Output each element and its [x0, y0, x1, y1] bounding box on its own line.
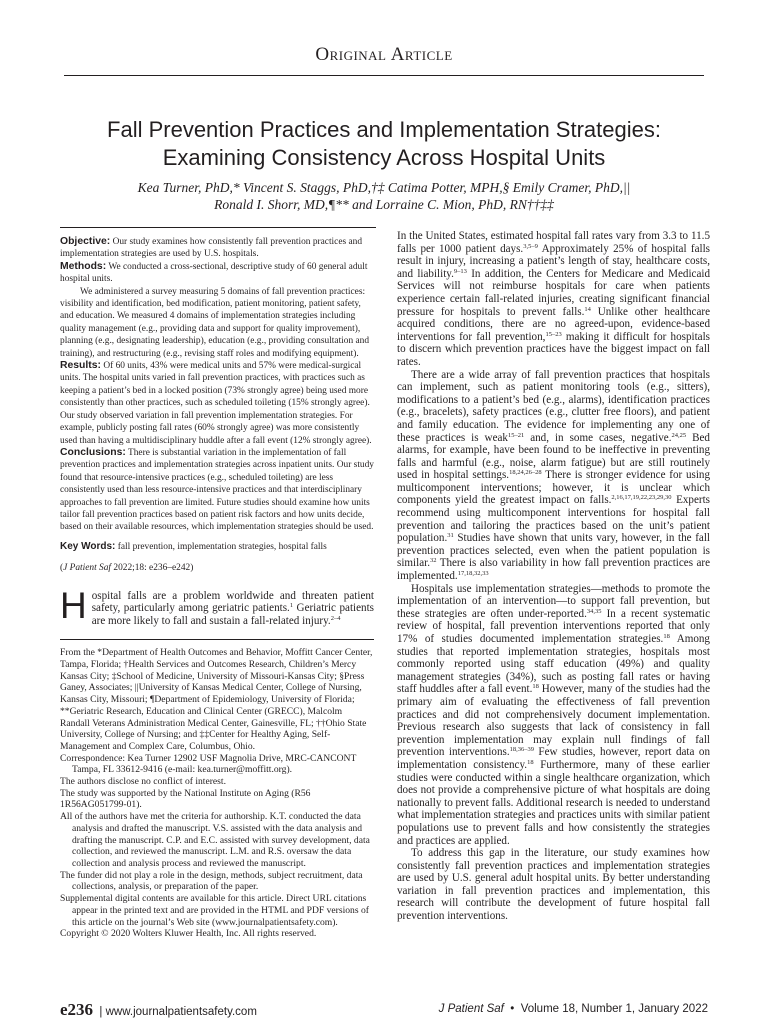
footer-bullet: • [510, 1003, 515, 1015]
body-paragraph-4: To address this gap in the literature, our study examines how consistently fall prevention practices and implementation strategies are used by U.S. general adult hospital units. By better understanding variation in fall prevention practices and implementation, this research will contribute the development of future hospital fall prevention interventions. [397, 847, 710, 923]
abstract-top-rule [60, 227, 376, 228]
title-line-1: Fall Prevention Practices and Implementation Strategies: [107, 117, 661, 142]
text-run: Unlike other healthcare acquired conditions, there are no agreed-upon, evidence-based interventions for fall prevention, [397, 305, 710, 343]
conclusions-label: Conclusions: [60, 446, 126, 458]
conflict-statement: The authors disclose no conflict of interest. [60, 776, 226, 788]
text-run: and, in some cases, negative. [524, 431, 672, 444]
text-run: Furthermore, many of these earlier studies were conducted within a single healthcare organization, which does not provide a comprehensive picture of what hospitals are doing nationally to prevent falls. Additional research is needed to understand what implementation strategies and practices units with similar patient populations use to prevent falls and how consistently the strategies and practices are applied. [397, 758, 711, 847]
header-rule [64, 75, 704, 76]
ref-sup: 1 [289, 602, 294, 610]
ref-sup: 9–13 [453, 267, 467, 275]
body-paragraph-3 [397, 583, 710, 847]
ref-sup: 15–21 [507, 431, 525, 439]
ref-sup: 17,18,32,33 [457, 570, 489, 578]
copyright: Copyright © 2020 Wolters Kluwer Health, Inc. All rights reserved. [60, 928, 317, 940]
methods-text-2: We administered a survey measuring 5 domains of fall prevention practices: visibility and identification, bed modification, patient monitoring, patient safety, and education. We measured 4 domains of implementation strategies including quality management (e.g., providing data and support for quality improvement), planning (e.g., designating leadership), education (e.g., providing consultation and training), and restructuring (e.g., revising staff roles and modifying equipment). [60, 286, 370, 359]
funder-role-statement: The funder did not play a role in the design, methods, subject recruitment, data collections, analysis, or preparation of the paper. [60, 869, 363, 893]
author-line-2: Ronald I. Shorr, MD,¶** and Lorraine C. Mion, PhD, RN††‡‡ [214, 197, 554, 212]
ref-sup: 2–4 [330, 614, 341, 622]
author-line-1: Kea Turner, PhD,* Vincent S. Staggs, PhD,†‡ Catima Potter, MPH,§ Emily Cramer, PhD,|| [137, 180, 631, 195]
authorship-statement: All of the authors have met the criteria for authorship. K.T. conducted the data analysis and drafted the manuscript. V.S. assisted with the data analysis and drafting the manuscript. C.P. and E.C. assisted with survey development, data collection, and reviewed the manuscript. L.M. and R.S. oversaw the data collection and analysis process and reviewed the manuscript. [60, 811, 370, 869]
citation: (J Patient Saf 2022;18: e236–e242) [60, 563, 194, 574]
footer-issue: Volume 18, Number 1, January 2022 [520, 1003, 708, 1015]
methods-label: Methods: [60, 260, 107, 272]
text-run: Among studies that reported implementation strategies, hospitals most commonly reported using staff education (49%) and quality management strategies (34%), such as posting fall rates or having staff huddles after a fall event. [397, 633, 710, 696]
objective-text: Our study examines how consistently fall prevention practices and implementation strategies are used by U.S. hospitals. [60, 237, 363, 260]
ref-sup: 34,35 [586, 607, 602, 615]
text-run: There is also variability in how fall prevention practices are implemented. [397, 557, 710, 583]
footer-left: e236 | www.journalpatientsafety.com [60, 1000, 257, 1019]
title-line-2: Examining Consistency Across Hospital Units [162, 145, 606, 170]
text-run: Few studies, however, report data on implementation consistency. [397, 746, 710, 771]
text-run: In addition, the Centers for Medicare and Medicaid Services will not reimburse hospitals for care when patients experience certain fall-related injuries, creating significant financial pressure for hospitals to prevent falls. [397, 267, 710, 318]
right-column [397, 230, 710, 923]
article-title [60, 116, 708, 172]
journal-website: www.journalpatientsafety.com [105, 1006, 257, 1018]
text-run: Approximately 25% of hospital falls result in injury, increasing a patient’s length of stay, healthcare costs, and liability. [397, 242, 710, 280]
affiliation-rule [60, 639, 374, 640]
ref-sup: 3,5–9 [523, 242, 538, 250]
ref-sup: 18 [527, 758, 534, 766]
text-run: Bed alarms, for example, have been found to be ineffective in preventing falls and harmful (e.g., noise, alarm fatigue) but are still routinely used in hospital settings. [397, 431, 710, 482]
citation-journal: J Patient Saf [63, 563, 112, 574]
body-paragraph-1 [397, 230, 710, 369]
keywords-text: fall prevention, implementation strategies, hospital falls [117, 541, 327, 552]
results-label: Results: [60, 360, 101, 372]
ref-sup: 32 [429, 557, 437, 565]
ref-sup: 31 [447, 532, 454, 540]
ref-sup: 18,24,26–28 [509, 469, 542, 477]
author-list [60, 179, 708, 213]
citation-details: 2022;18: e236–e242) [113, 563, 194, 574]
supplemental-statement: Supplemental digital contents are available for this article. Direct URL citations appear in the printed text and are provided in the HTML and PDF versions of this article on the journal’s Web site (www.journalpatientsafety.com). [60, 893, 369, 928]
results-text: Of 60 units, 43% were medical units and 57% were medical-surgical units. The hospital units varied in fall prevention practices, with practices such as keeping a patient’s bed in a locked position (73% strongly agree) being used more consistently than other practices, such as scheduled toileting (15% strongly agree). Our study observed variation in fall prevention implementation strategies. For example, publicly posting fall rates (60% strongly agree) was more consistently used than having a multidisciplinary huddle after a fall event (12% strongly agree). [60, 361, 372, 446]
ref-sup: 2,16,17,19,22,23,29,30 [611, 494, 672, 502]
footer-journal: J Patient Saf [438, 1003, 504, 1015]
ref-sup: 15–23 [545, 330, 562, 338]
body-paragraph-2 [397, 369, 710, 583]
text-run: Studies have shown that units vary, however, in the fall prevention practices selected, even when the patient population is similar. [397, 532, 710, 570]
objective-label: Objective: [60, 236, 111, 247]
text-run: In a recent systematic review of hospital, fall prevention interventions reported that only 17% of studies documented implementation strategies. [397, 607, 710, 645]
text-run: making it difficult for hospitals to discern which prevention practices have the biggest impact on fall rates. [397, 330, 710, 368]
ref-sup: 14 [584, 305, 591, 313]
affiliations [60, 647, 374, 940]
text-run: There is stronger evidence for using multicomponent interventions; however, it is unclear which components yield the greatest impact on falls. [397, 469, 710, 507]
left-column [60, 236, 374, 940]
keywords-label: Key Words: [60, 540, 116, 552]
funding-statement: The study was supported by the National Institute on Aging (R56 1R56AG051799-01). [60, 787, 311, 811]
conclusions-text: There is substantial variation in the implementation of fall prevention practices and implementation strategies across inpatient units. Our study found that resource-intensive practices (e.g., scheduled toileting) are less consistently used than less resource-intensive practices and that interdisciplinary approaches to fall prevention are limited. Future studies should examine how units tailor fall prevention practices based on patient risk factors and how units decide, based on their available resources, which implementation strategies should be used. [60, 447, 374, 533]
intro-text-a: ospital falls are a problem worldwide and threaten patient safety, particularly among geriatric patients. [91, 589, 374, 615]
drop-cap: H [60, 584, 87, 626]
section-label: Original Article [315, 44, 453, 65]
abstract [60, 236, 374, 534]
methods-text: We conducted a cross-sectional, descriptive study of 60 general adult hospital units. [60, 261, 368, 285]
footer-right [436, 1003, 708, 1015]
text-run: There are a wide array of fall prevention practices that hospitals can implement, such as patient monitoring tools (e.g., sitters), modifications to a patient’s bed (e.g., alarms), identification practices (e.g., bracelets), safety practices (e.g., clutter free floors), and patient and family education. The evidence for implementing any one of these practices is weak [397, 368, 710, 444]
page-number: e236 [60, 1000, 94, 1019]
ref-sup: 18,36–39 [509, 746, 534, 754]
text-run: In the United States, estimated hospital fall rates vary from 3.3 to 11.5 falls per 1000 patient days. [397, 230, 710, 255]
affiliation-from: From the *Department of Health Outcomes and Behavior, Moffitt Cancer Center, Tampa, Florida; †Health Services and Outcomes Research, Children’s Mercy Kansas City; ‡School of Medicine, University of Missouri-Kansas City; §Press Ganey, Associates; ||University of Kansas Medical Center, College of Nursing, Kansas City, Missouri; ¶Department of Epidemiology, University of Florida; **Geriatric Research, Education and Clinical Center (GRECC), Malcolm Randall Veterans Administration Medical Center, Gainesville, FL; ††Ohio State University, College of Nursing; and ‡‡Center for Healthy Aging, Self-Management and Complex Care, Columbus, Ohio. [60, 647, 373, 752]
correspondence: Correspondence: Kea Turner 12902 USF Magnolia Drive, MRC-CANCONT Tampa, FL 33612-9416 (e-mail: kea.turner@moffitt.org). [60, 752, 357, 776]
keywords [60, 541, 374, 553]
intro-paragraph [60, 584, 374, 628]
intro-text-b: Geriatric patients are more likely to fall and sustain a fall-related injury. [91, 602, 374, 627]
text-run: However, many of the studies had the primary aim of evaluating the effectiveness of fall prevention practices and did not comprehensively document implementation. Previous research also suggests that lack of consistency in fall prevention implementation may explain null findings of fall prevention interventions. [397, 683, 710, 759]
ref-sup: 18 [532, 683, 539, 691]
text-run: Experts recommend using multicomponent interventions for hospital fall prevention and tailoring the practices based on the unit’s patient population. [397, 494, 710, 545]
ref-sup: 24,25 [671, 431, 687, 439]
ref-sup: 18 [663, 633, 670, 640]
text-run: Hospitals use implementation strategies—methods to promote the implementation of an intervention—to support fall prevention, but these strategies are often under-reported. [397, 582, 710, 620]
